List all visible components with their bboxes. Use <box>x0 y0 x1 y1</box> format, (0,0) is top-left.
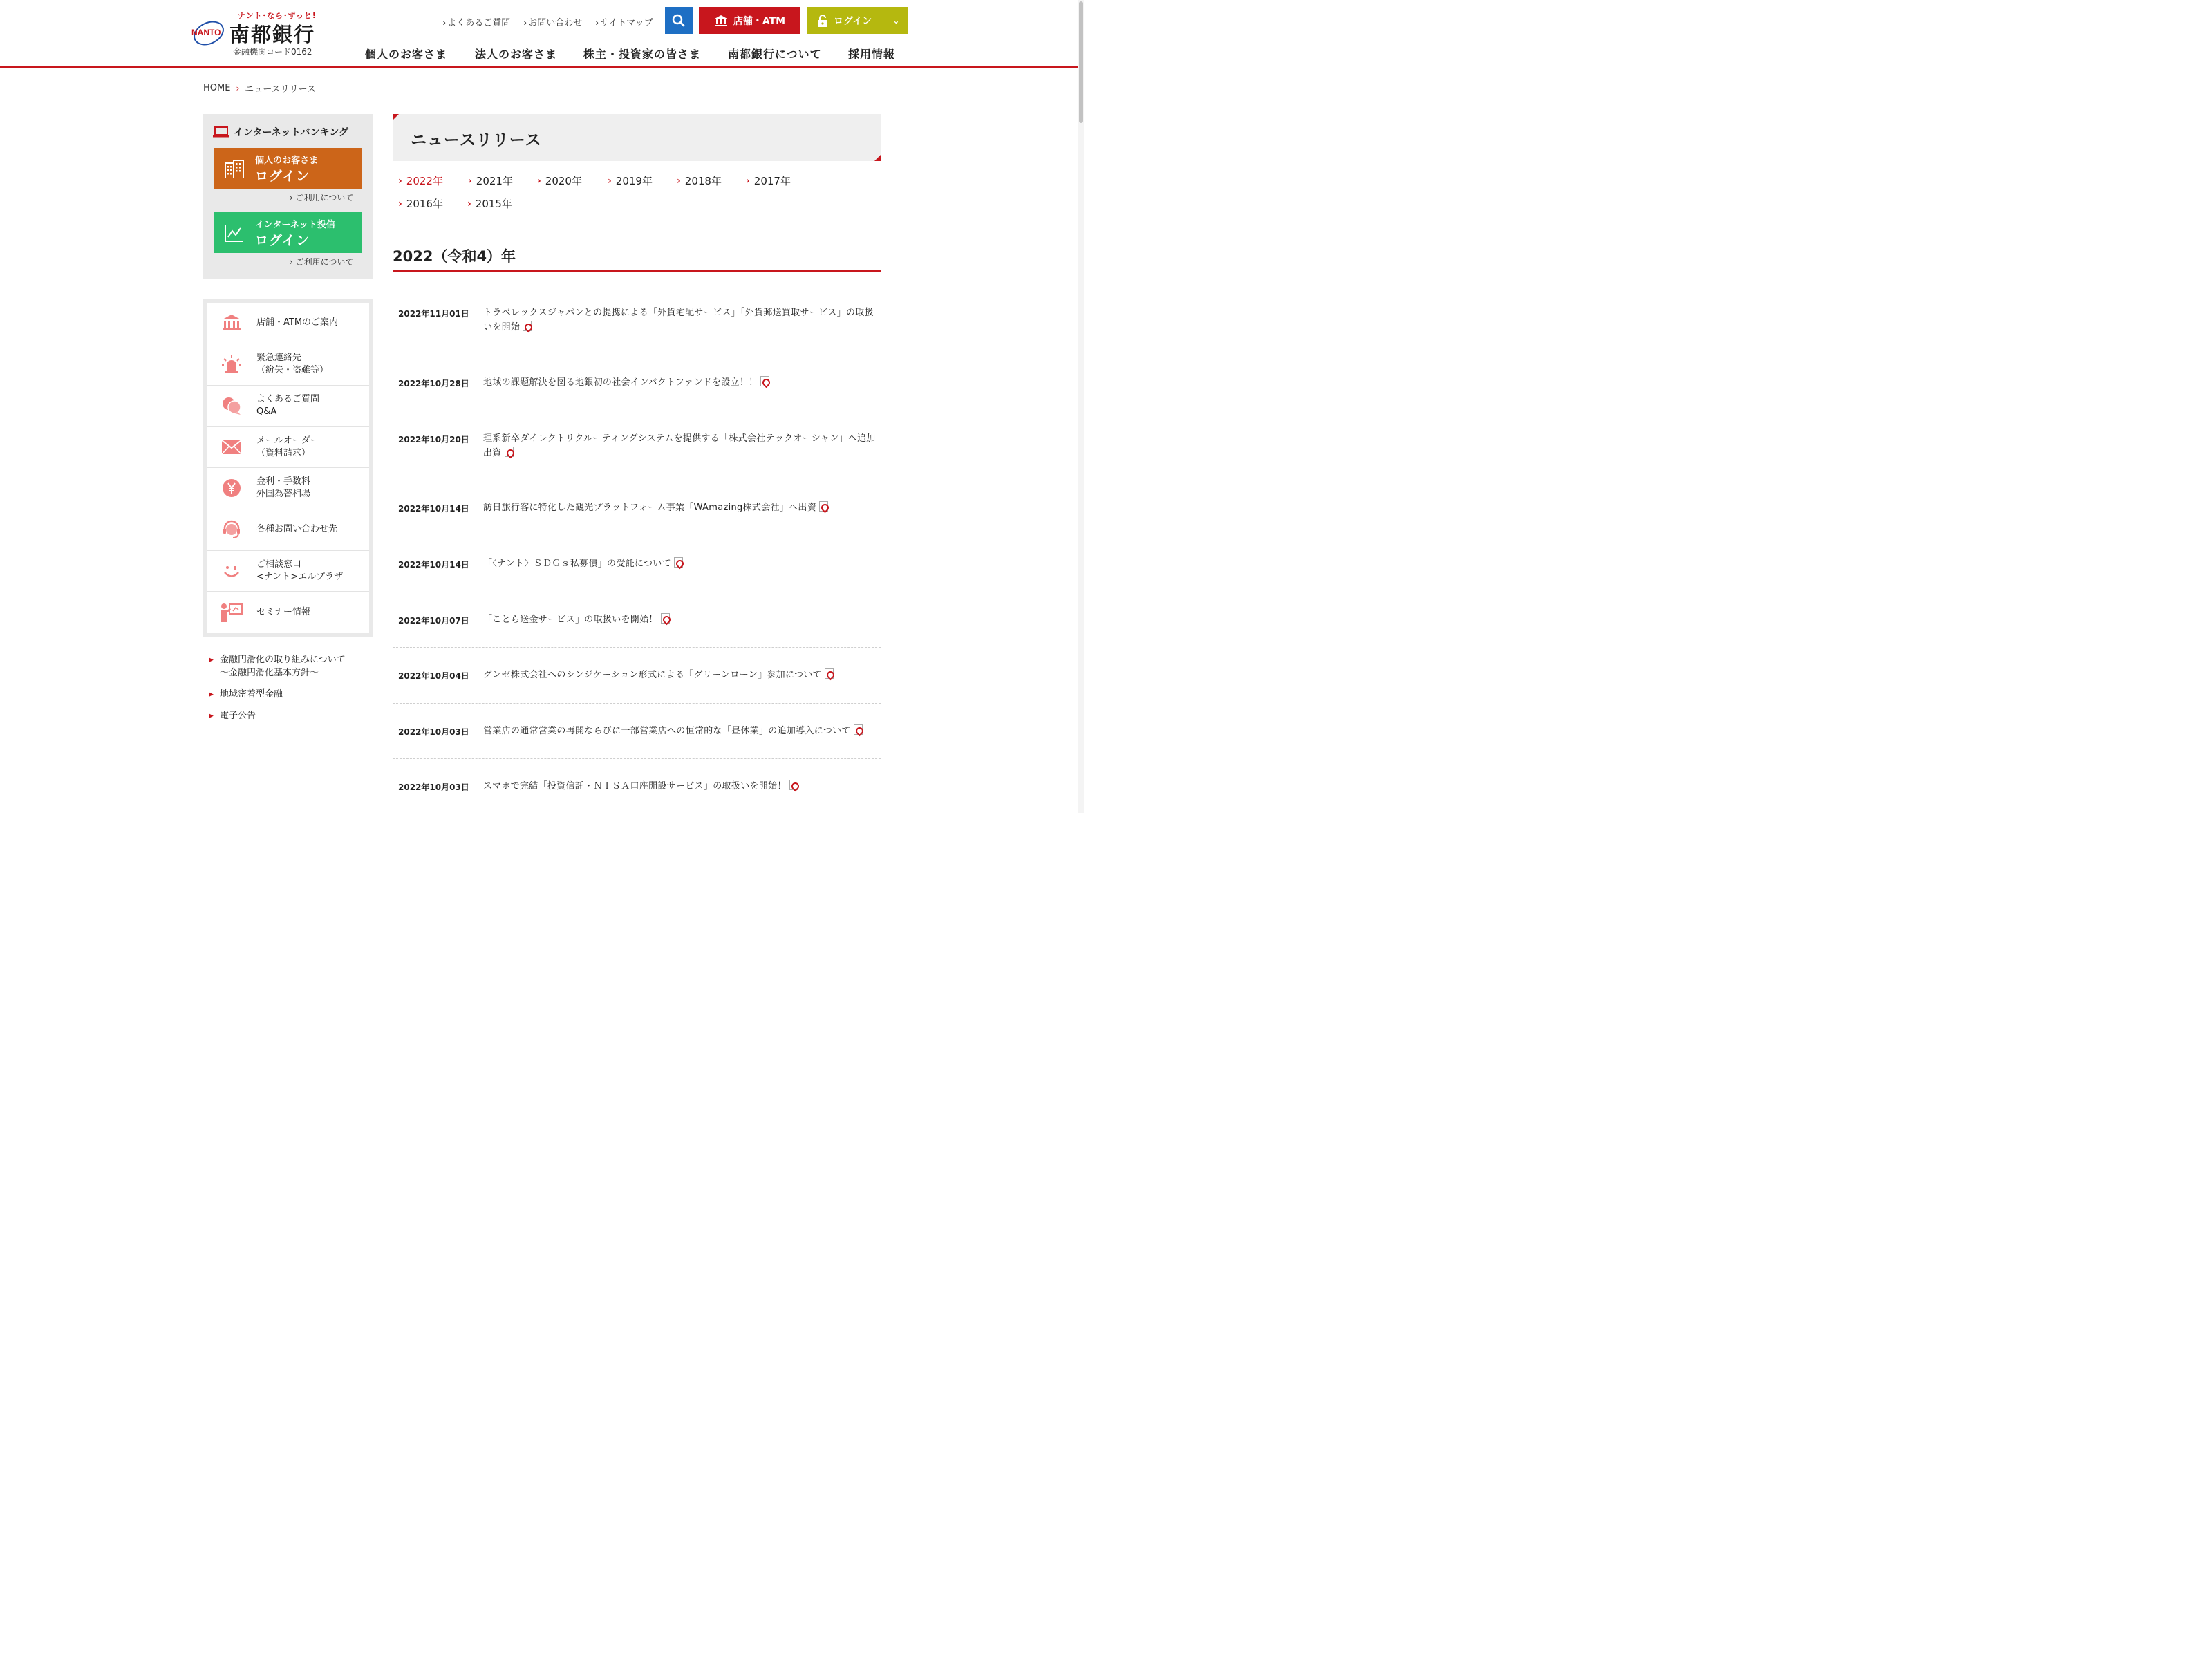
news-item <box>393 480 881 536</box>
personal-login-subtitle: 個人のお客さま <box>255 155 319 166</box>
year-link-label: 2020年 <box>545 175 582 187</box>
news-link[interactable] <box>483 375 881 390</box>
year-link-2016[interactable] <box>398 196 443 211</box>
news-item <box>393 592 881 648</box>
internet-banking-title <box>213 125 348 139</box>
logo-bank-name[interactable]: 南都銀行 <box>229 23 316 46</box>
news-title: スマホで完結「投資信託・ＮＩＳＡ口座開設サービス」の取扱いを開始！ <box>483 781 787 791</box>
store-atm-button[interactable] <box>699 7 800 34</box>
sidebar-item-rates[interactable] <box>207 468 369 509</box>
news-item <box>393 536 881 592</box>
corner-accent <box>393 114 399 120</box>
breadcrumb-home[interactable]: HOME <box>203 83 231 93</box>
pdf-icon <box>661 613 670 624</box>
year-link-2017[interactable] <box>746 174 791 188</box>
sidebar-item-label: メールオーダー <box>256 435 319 446</box>
year-link-2019[interactable] <box>608 174 653 188</box>
triangle-right-icon: ▶ <box>209 657 214 664</box>
alarm-icon <box>221 355 242 374</box>
seminar-icon <box>220 602 243 623</box>
news-item <box>393 411 881 480</box>
news-title: 地域の課題解決を図る地銀初の社会インパクトファンドを設立！！ <box>483 377 758 388</box>
news-link[interactable] <box>483 779 881 794</box>
news-item <box>393 704 881 759</box>
mail-icon <box>221 440 242 455</box>
page-title: ニュースリリース <box>411 131 542 149</box>
store-atm-label: 店舗・ATM <box>733 15 786 27</box>
chevron-down-icon: ⌄ <box>892 15 900 26</box>
bank-icon <box>222 314 241 332</box>
side-link-label: 金融円滑化の取り組みについて <box>220 655 346 665</box>
news-item <box>393 648 881 704</box>
gnav-recruit[interactable]: 採用情報 <box>848 48 896 61</box>
news-title: 「〈ナント〉ＳＤＧｓ私募債」の受託について <box>483 559 671 569</box>
gnav-corporate[interactable]: 法人のお客さま <box>475 48 558 61</box>
triangle-right-icon: ▶ <box>209 691 214 698</box>
side-link-smoothing[interactable] <box>209 653 346 679</box>
sidebar-item-sublabel: （紛失・盗難等） <box>256 365 329 376</box>
news-link[interactable] <box>483 500 881 515</box>
sidebar-item-emergency[interactable] <box>207 344 369 386</box>
year-link-2015[interactable] <box>467 196 512 211</box>
corner-accent <box>874 155 881 161</box>
logo-mark-icon[interactable] <box>191 18 227 47</box>
year-link-label: 2016年 <box>406 198 443 210</box>
sidebar-item-sublabel: 外国為替相場 <box>256 489 311 500</box>
news-link[interactable] <box>483 556 881 571</box>
news-link[interactable] <box>483 668 881 682</box>
side-link-e-notice[interactable] <box>209 709 256 723</box>
gnav-personal[interactable]: 個人のお客さま <box>365 48 448 61</box>
year-link-label: 2015年 <box>475 198 512 210</box>
laptop-icon <box>213 126 229 138</box>
personal-usage-label: ご利用について <box>295 193 354 203</box>
side-link-regional-finance[interactable] <box>209 688 283 702</box>
scrollbar-thumb[interactable] <box>1079 1 1083 123</box>
sidebar-menu <box>203 299 373 637</box>
news-item <box>393 299 881 355</box>
sidebar-item-store-atm[interactable] <box>207 303 369 344</box>
pdf-icon <box>789 780 798 790</box>
gnav-about[interactable]: 南都銀行について <box>728 48 822 61</box>
news-date: 2022年10月28日 <box>398 379 469 388</box>
pdf-icon <box>523 321 532 331</box>
news-date: 2022年10月20日 <box>398 435 469 444</box>
news-date: 2022年10月04日 <box>398 671 469 681</box>
smile-icon <box>221 561 242 581</box>
year-link-label: 2022年 <box>406 175 443 187</box>
chevron-right-icon: › <box>537 175 541 187</box>
pdf-icon <box>854 724 863 735</box>
personal-usage-link[interactable] <box>290 191 353 203</box>
news-title: 「ことら送金サービス」の取扱いを開始！ <box>483 615 658 625</box>
chevron-right-icon: › <box>608 175 612 187</box>
faq-link[interactable] <box>442 15 510 28</box>
chevron-right-icon: › <box>290 257 296 267</box>
news-link[interactable] <box>483 431 881 460</box>
search-icon <box>665 7 693 34</box>
sidebar-item-sublabel: Q&A <box>256 406 277 417</box>
breadcrumb-current: ニュースリリース <box>245 84 316 95</box>
sidebar-item-label: 緊急連絡先 <box>256 353 302 364</box>
news-link[interactable] <box>483 724 881 738</box>
year-link-label: 2017年 <box>753 175 791 187</box>
sidebar-item-mail-order[interactable] <box>207 427 369 468</box>
chevron-right-icon: › <box>236 83 240 93</box>
faq-link-label: よくあるご質問 <box>447 18 511 28</box>
internet-banking-title-label: インターネットバンキング <box>234 127 349 138</box>
news-date: 2022年10月14日 <box>398 560 469 570</box>
sidebar-item-label: セミナー情報 <box>256 607 311 618</box>
news-item <box>393 759 881 813</box>
line-chart-icon <box>224 223 245 243</box>
news-link[interactable] <box>483 612 881 627</box>
news-link[interactable] <box>483 306 881 335</box>
news-title: グンゼ株式会社へのシンジケーション形式による『グリーンローン』参加について <box>483 670 822 680</box>
yen-icon <box>222 478 241 498</box>
sidebar-item-sublabel: （資料請求） <box>256 447 311 458</box>
personal-login-button[interactable] <box>214 148 362 189</box>
chevron-right-icon: › <box>677 175 681 187</box>
contact-link[interactable] <box>523 15 582 28</box>
chevron-right-icon: › <box>468 175 472 187</box>
year-link-2018[interactable] <box>677 174 722 188</box>
sidebar-item-label: ご相談窓口 <box>256 559 302 570</box>
sidebar-item-consultation[interactable] <box>207 551 369 592</box>
headset-icon <box>221 520 242 539</box>
sidebar-item-label: 各種お問い合わせ先 <box>256 524 338 535</box>
news-date: 2022年10月07日 <box>398 616 469 626</box>
pdf-icon <box>505 447 514 457</box>
sidebar-item-faq[interactable] <box>207 386 369 427</box>
news-title: 営業店の通常営業の再開ならびに一部営業店への恒常的な「昼休業」の追加導入について <box>483 726 851 736</box>
chevron-right-icon: › <box>467 198 471 209</box>
personal-login-label: ログイン <box>255 168 310 184</box>
sidebar-item-seminar[interactable] <box>207 592 369 633</box>
chevron-right-icon: › <box>746 175 750 187</box>
sidebar-item-contacts[interactable] <box>207 509 369 551</box>
breadcrumb <box>203 82 316 95</box>
side-link-sublabel: 〜金融円滑化基本方針〜 <box>220 668 319 678</box>
chevron-right-icon: › <box>398 198 402 209</box>
sidebar-item-label: 店舗・ATMのご案内 <box>256 317 339 328</box>
investment-login-button[interactable] <box>214 212 362 253</box>
side-link-label: 地域密着型金融 <box>220 689 283 700</box>
chevron-right-icon: › <box>523 18 527 28</box>
sidebar-menu-list <box>207 303 369 633</box>
chevron-right-icon: › <box>595 18 599 28</box>
year-heading: 2022（令和4）年 <box>393 248 516 265</box>
pdf-icon <box>674 557 683 568</box>
side-link-label: 電子公告 <box>220 711 256 721</box>
news-title: 理系新卒ダイレクトリクルーティングシステムを提供する「株式会社テックオーシャン」へ追加出資 <box>483 433 876 458</box>
chat-icon <box>221 396 242 415</box>
bank-code: 金融機関コード0162 <box>233 47 312 57</box>
year-link-label: 2019年 <box>615 175 653 187</box>
login-label: ログイン <box>834 15 872 27</box>
year-link-2022[interactable] <box>398 174 443 188</box>
news-date: 2022年10月14日 <box>398 504 469 514</box>
year-link-2021[interactable] <box>468 174 513 188</box>
sidebar-item-sublabel: <ナント>エルプラザ <box>256 571 344 582</box>
chevron-right-icon: › <box>290 193 296 203</box>
search-button[interactable] <box>665 7 693 34</box>
investment-usage-link[interactable] <box>290 256 353 268</box>
year-link-label: 2018年 <box>684 175 722 187</box>
news-title: 訪日旅行客に特化した観光プラットフォーム事業「WAmazing株式会社」へ出資 <box>483 503 816 513</box>
logo-tagline: ナント･なら･ずっと! <box>238 11 317 20</box>
contact-link-label: お問い合わせ <box>528 18 583 28</box>
investment-login-label: ログイン <box>255 232 310 248</box>
pdf-icon <box>760 376 769 386</box>
news-date: 2022年10月03日 <box>398 782 469 792</box>
building-icon <box>224 159 245 178</box>
news-date: 2022年11月01日 <box>398 309 469 319</box>
pdf-icon <box>825 668 834 679</box>
year-heading-rule <box>393 270 881 272</box>
chevron-right-icon: › <box>442 18 447 28</box>
gnav-investors[interactable]: 株主・投資家の皆さま <box>583 48 702 61</box>
sidebar-item-label: よくあるご質問 <box>256 393 320 404</box>
sitemap-link[interactable] <box>595 15 653 28</box>
logo-mark-text: NANTO <box>191 28 221 37</box>
year-link-label: 2021年 <box>476 175 513 187</box>
investment-login-subtitle: インターネット投信 <box>255 219 335 230</box>
lock-icon <box>817 15 828 27</box>
chevron-right-icon: › <box>398 175 402 187</box>
triangle-right-icon: ▶ <box>209 713 214 720</box>
investment-usage-label: ご利用について <box>295 257 354 267</box>
pdf-icon <box>819 501 828 512</box>
news-item <box>393 355 881 411</box>
bank-icon <box>714 15 728 27</box>
news-title: トラベレックスジャパンとの提携による「外貨宅配サービス」「外貨郵送買取サービス」の取扱いを開始 <box>483 308 874 332</box>
news-date: 2022年10月03日 <box>398 727 469 737</box>
sitemap-link-label: サイトマップ <box>600 18 653 28</box>
year-link-2020[interactable] <box>537 174 582 188</box>
sidebar-item-label: 金利・手数料 <box>256 476 311 487</box>
login-button[interactable] <box>807 7 908 34</box>
